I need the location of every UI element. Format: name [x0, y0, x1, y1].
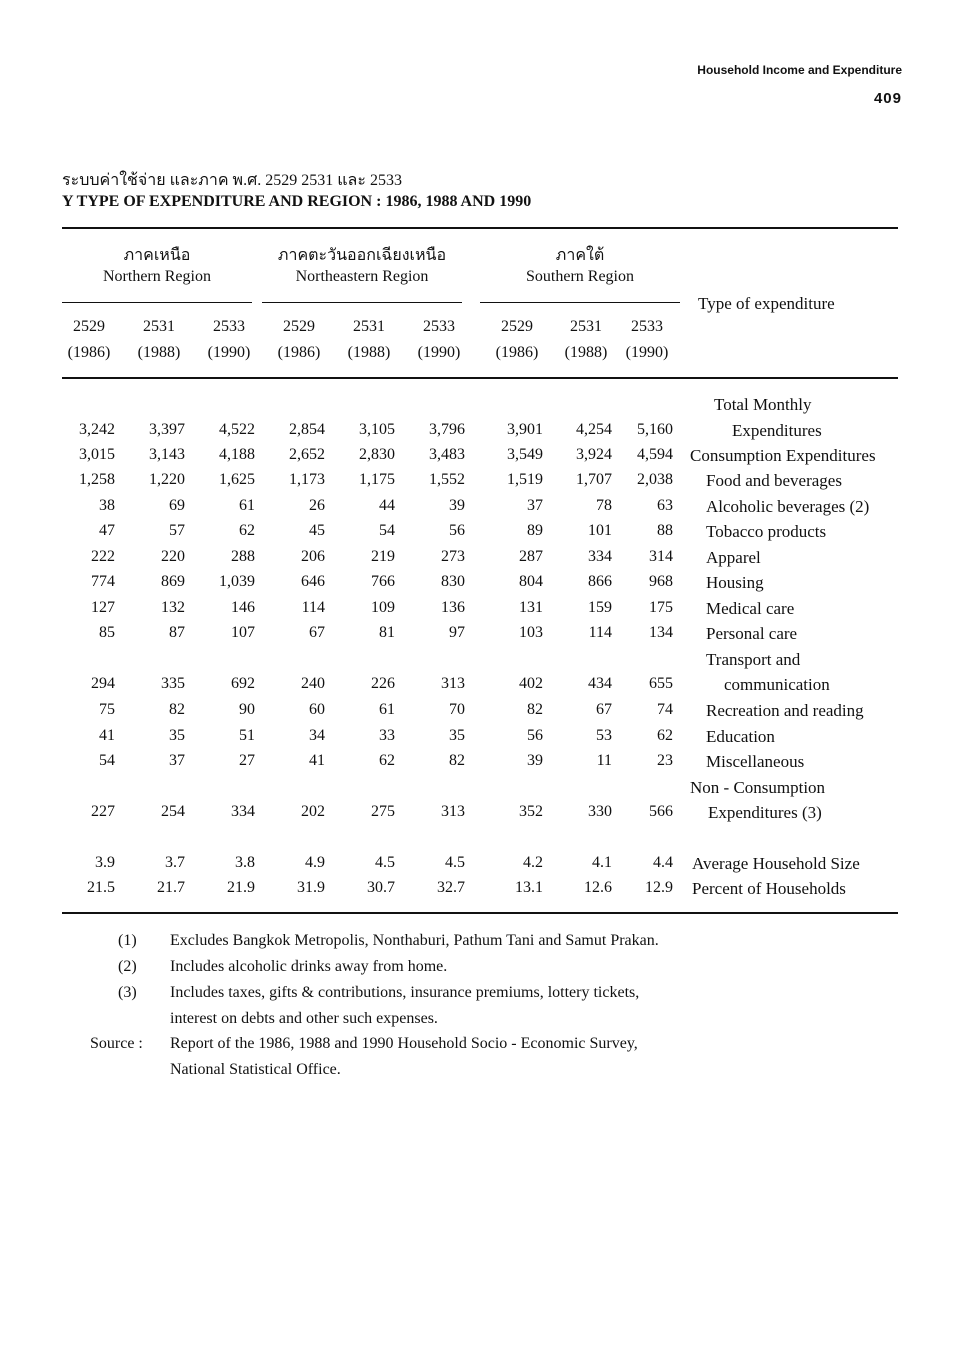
year-be-header: 2533 [631, 318, 663, 335]
table-cell: 30.7 [367, 879, 395, 896]
table-cell: 219 [371, 548, 395, 565]
table-cell: 37 [169, 752, 185, 769]
table-cell: 62 [657, 727, 673, 744]
running-head: Household Income and Expenditure [697, 63, 902, 77]
table-cell: 54 [99, 752, 115, 769]
table-cell: 206 [301, 548, 325, 565]
table-cell: 107 [231, 624, 255, 641]
table-cell: 21.9 [227, 879, 255, 896]
year-ad-header: (1988) [347, 344, 391, 361]
table-cell: 12.6 [584, 879, 612, 896]
table-cell: 202 [301, 803, 325, 820]
table-cell: 89 [527, 522, 543, 539]
year-be-header: 2531 [570, 318, 602, 335]
table-cell: 4.4 [653, 854, 673, 871]
table-cell: 4.5 [445, 854, 465, 871]
table-cell: 35 [169, 727, 185, 744]
table-cell: 114 [301, 599, 325, 616]
table-cell: 1,173 [289, 471, 325, 488]
table-cell: 82 [527, 701, 543, 718]
table-cell: 35 [449, 727, 465, 744]
table-cell: 222 [91, 548, 115, 565]
table-cell: 60 [309, 701, 325, 718]
table-cell: 39 [527, 752, 543, 769]
row-label: Miscellaneous [706, 752, 805, 771]
table-cell: 766 [371, 573, 395, 590]
row-label: Food and beverages [706, 471, 842, 490]
table-cell: 62 [379, 752, 395, 769]
table-cell: 4.9 [305, 854, 325, 871]
table-cell: 313 [441, 803, 465, 820]
table-cell: 2,854 [289, 421, 325, 438]
table-cell: 1,625 [219, 471, 255, 488]
region-underline [262, 302, 462, 303]
table-cell: 57 [169, 522, 185, 539]
table-cell: 4.5 [375, 854, 395, 871]
table-title-thai: ระบบค่าใช้จ่าย และภาค พ.ศ. 2529 2531 และ 2533 [62, 172, 402, 189]
table-cell: 2,830 [359, 446, 395, 463]
table-cell: 3,015 [79, 446, 115, 463]
row-label: Transport and [706, 650, 801, 669]
table-cell: 5,160 [637, 421, 673, 438]
row-label: Apparel [706, 548, 761, 567]
top-rule [62, 227, 898, 229]
table-cell: 968 [649, 573, 673, 590]
table-cell: 33 [379, 727, 395, 744]
table-cell: 13.1 [515, 879, 543, 896]
table-cell: 4,594 [637, 446, 673, 463]
table-cell: 1,258 [79, 471, 115, 488]
table-cell: 109 [371, 599, 395, 616]
table-cell: 240 [301, 675, 325, 692]
table-cell: 3,397 [149, 421, 185, 438]
table-cell: 97 [449, 624, 465, 641]
row-label: Tobacco products [706, 522, 827, 541]
table-cell: 67 [309, 624, 325, 641]
year-ad-header: (1986) [277, 344, 321, 361]
row-label: Housing [706, 573, 764, 592]
table-cell: 23 [657, 752, 673, 769]
region-thai-label: ภาคใต้ [555, 247, 605, 264]
table-cell: 1,175 [359, 471, 395, 488]
table-cell: 3,105 [359, 421, 395, 438]
table-cell: 3,483 [429, 446, 465, 463]
row-label: Total Monthly [714, 395, 812, 414]
table-cell: 87 [169, 624, 185, 641]
year-ad-header: (1988) [137, 344, 181, 361]
region-english-label: Northern Region [103, 268, 211, 285]
table-cell: 74 [657, 701, 673, 718]
table-cell: 313 [441, 675, 465, 692]
source-label: Source : [90, 1035, 143, 1052]
table-cell: 226 [371, 675, 395, 692]
table-cell: 61 [379, 701, 395, 718]
table-cell: 3.8 [235, 854, 255, 871]
table-cell: 227 [91, 803, 115, 820]
table-cell: 70 [449, 701, 465, 718]
table-cell: 4.2 [523, 854, 543, 871]
table-cell: 114 [588, 624, 612, 641]
table-cell: 159 [588, 599, 612, 616]
row-label: Non - Consumption [690, 778, 826, 797]
row-label: Expenditures [732, 421, 822, 440]
footnote-text: interest on debts and other such expenses. [170, 1010, 438, 1027]
table-cell: 75 [99, 701, 115, 718]
table-cell: 175 [649, 599, 673, 616]
year-be-header: 2533 [423, 318, 455, 335]
table-cell: 82 [449, 752, 465, 769]
footnote-mark: (2) [118, 958, 137, 975]
table-cell: 127 [91, 599, 115, 616]
table-cell: 51 [239, 727, 255, 744]
table-cell: 134 [649, 624, 673, 641]
table-cell: 1,519 [507, 471, 543, 488]
table-cell: 21.7 [157, 879, 185, 896]
table-title-english: Y TYPE OF EXPENDITURE AND REGION : 1986, 1988 AND 1990 [62, 193, 532, 210]
table-cell: 47 [99, 522, 115, 539]
region-underline [480, 302, 680, 303]
row-label: Personal care [706, 624, 798, 643]
table-cell: 1,552 [429, 471, 465, 488]
footnote-text: Includes taxes, gifts & contributions, insurance premiums, lottery tickets, [170, 984, 640, 1001]
table-cell: 38 [99, 497, 115, 514]
table-cell: 53 [596, 727, 612, 744]
table-cell: 85 [99, 624, 115, 641]
page-number: 409 [873, 90, 902, 107]
table-cell: 3.7 [165, 854, 185, 871]
year-ad-header: (1986) [495, 344, 539, 361]
year-be-header: 2529 [73, 318, 105, 335]
table-cell: 287 [519, 548, 543, 565]
table-cell: 39 [449, 497, 465, 514]
table-cell: 101 [588, 522, 612, 539]
region-thai-label: ภาคเหนือ [123, 247, 191, 264]
footnote-text: Excludes Bangkok Metropolis, Nonthaburi, Pathum Tani and Samut Prakan. [170, 932, 659, 949]
table-cell: 3,549 [507, 446, 543, 463]
table-cell: 69 [169, 497, 185, 514]
table-cell: 434 [588, 675, 612, 692]
region-english-label: Southern Region [526, 268, 634, 285]
table-cell: 294 [91, 675, 115, 692]
region-english-label: Northeastern Region [295, 268, 429, 285]
table-cell: 27 [239, 752, 255, 769]
year-be-header: 2529 [283, 318, 315, 335]
table-cell: 132 [161, 599, 185, 616]
table-cell: 26 [309, 497, 325, 514]
table-cell: 31.9 [297, 879, 325, 896]
table-cell: 273 [441, 548, 465, 565]
table-cell: 1,039 [219, 573, 255, 590]
table-cell: 220 [161, 548, 185, 565]
year-ad-header: (1990) [207, 344, 251, 361]
table-cell: 41 [99, 727, 115, 744]
table-cell: 566 [649, 803, 673, 820]
bottom-rule [62, 912, 898, 914]
year-be-header: 2529 [501, 318, 533, 335]
table-cell: 54 [379, 522, 395, 539]
row-label: Percent of Households [692, 879, 846, 898]
table-cell: 4,522 [219, 421, 255, 438]
table-cell: 330 [588, 803, 612, 820]
source-line: National Statistical Office. [170, 1061, 341, 1078]
table-cell: 12.9 [645, 879, 673, 896]
table-cell: 32.7 [437, 879, 465, 896]
year-ad-header: (1986) [67, 344, 111, 361]
table-cell: 2,652 [289, 446, 325, 463]
table-cell: 44 [379, 497, 395, 514]
table-cell: 61 [239, 497, 255, 514]
type-of-expenditure-header: Type of expenditure [698, 294, 835, 313]
row-label: Alcoholic beverages (2) [706, 497, 870, 516]
table-cell: 37 [527, 497, 543, 514]
table-cell: 4,254 [576, 421, 612, 438]
region-underline [62, 302, 252, 303]
footnote-mark: (3) [118, 984, 137, 1001]
year-ad-header: (1990) [417, 344, 461, 361]
table-cell: 3,796 [429, 421, 465, 438]
table-cell: 655 [649, 675, 673, 692]
source-line: Report of the 1986, 1988 and 1990 Household Socio - Economic Survey, [170, 1035, 638, 1052]
table-cell: 81 [379, 624, 395, 641]
table-cell: 692 [231, 675, 255, 692]
table-cell: 866 [588, 573, 612, 590]
year-be-header: 2533 [213, 318, 245, 335]
table-cell: 275 [371, 803, 395, 820]
table-cell: 774 [91, 573, 115, 590]
table-cell: 4.1 [592, 854, 612, 871]
table-cell: 1,220 [149, 471, 185, 488]
table-cell: 131 [519, 599, 543, 616]
table-cell: 88 [657, 522, 673, 539]
row-label: communication [724, 675, 830, 694]
table-cell: 90 [239, 701, 255, 718]
table-cell: 56 [449, 522, 465, 539]
table-cell: 4,188 [219, 446, 255, 463]
region-thai-label: ภาคตะวันออกเฉียงเหนือ [277, 247, 447, 264]
table-cell: 63 [657, 497, 673, 514]
table-cell: 314 [649, 548, 673, 565]
table-cell: 56 [527, 727, 543, 744]
table-cell: 334 [231, 803, 255, 820]
table-cell: 78 [596, 497, 612, 514]
table-cell: 3,143 [149, 446, 185, 463]
header-bottom-rule [62, 377, 898, 379]
table-cell: 82 [169, 701, 185, 718]
table-cell: 11 [596, 752, 612, 769]
table-cell: 146 [231, 599, 255, 616]
row-label: Average Household Size [692, 854, 860, 873]
table-cell: 402 [519, 675, 543, 692]
year-ad-header: (1988) [564, 344, 608, 361]
table-cell: 2,038 [637, 471, 673, 488]
table-cell: 335 [161, 675, 185, 692]
table-cell: 21.5 [87, 879, 115, 896]
table-cell: 254 [161, 803, 185, 820]
table-cell: 334 [588, 548, 612, 565]
table-cell: 3,901 [507, 421, 543, 438]
row-label: Consumption Expenditures [690, 446, 876, 465]
row-label: Expenditures (3) [708, 803, 822, 822]
footnote-mark: (1) [118, 932, 137, 949]
row-label: Medical care [706, 599, 795, 618]
table-cell: 1,707 [576, 471, 612, 488]
year-be-header: 2531 [353, 318, 385, 335]
table-cell: 830 [441, 573, 465, 590]
table-cell: 62 [239, 522, 255, 539]
table-cell: 34 [309, 727, 325, 744]
table-cell: 869 [161, 573, 185, 590]
table-cell: 288 [231, 548, 255, 565]
table-cell: 3,242 [79, 421, 115, 438]
table-cell: 3.9 [95, 854, 115, 871]
table-cell: 103 [519, 624, 543, 641]
table-cell: 646 [301, 573, 325, 590]
table-cell: 3,924 [576, 446, 612, 463]
year-ad-header: (1990) [625, 344, 669, 361]
table-cell: 41 [309, 752, 325, 769]
year-be-header: 2531 [143, 318, 175, 335]
row-label: Education [706, 727, 775, 746]
table-cell: 67 [596, 701, 612, 718]
row-label: Recreation and reading [706, 701, 864, 720]
table-cell: 45 [309, 522, 325, 539]
table-cell: 804 [519, 573, 543, 590]
table-cell: 136 [441, 599, 465, 616]
table-cell: 352 [519, 803, 543, 820]
footnote-text: Includes alcoholic drinks away from home. [170, 958, 448, 975]
